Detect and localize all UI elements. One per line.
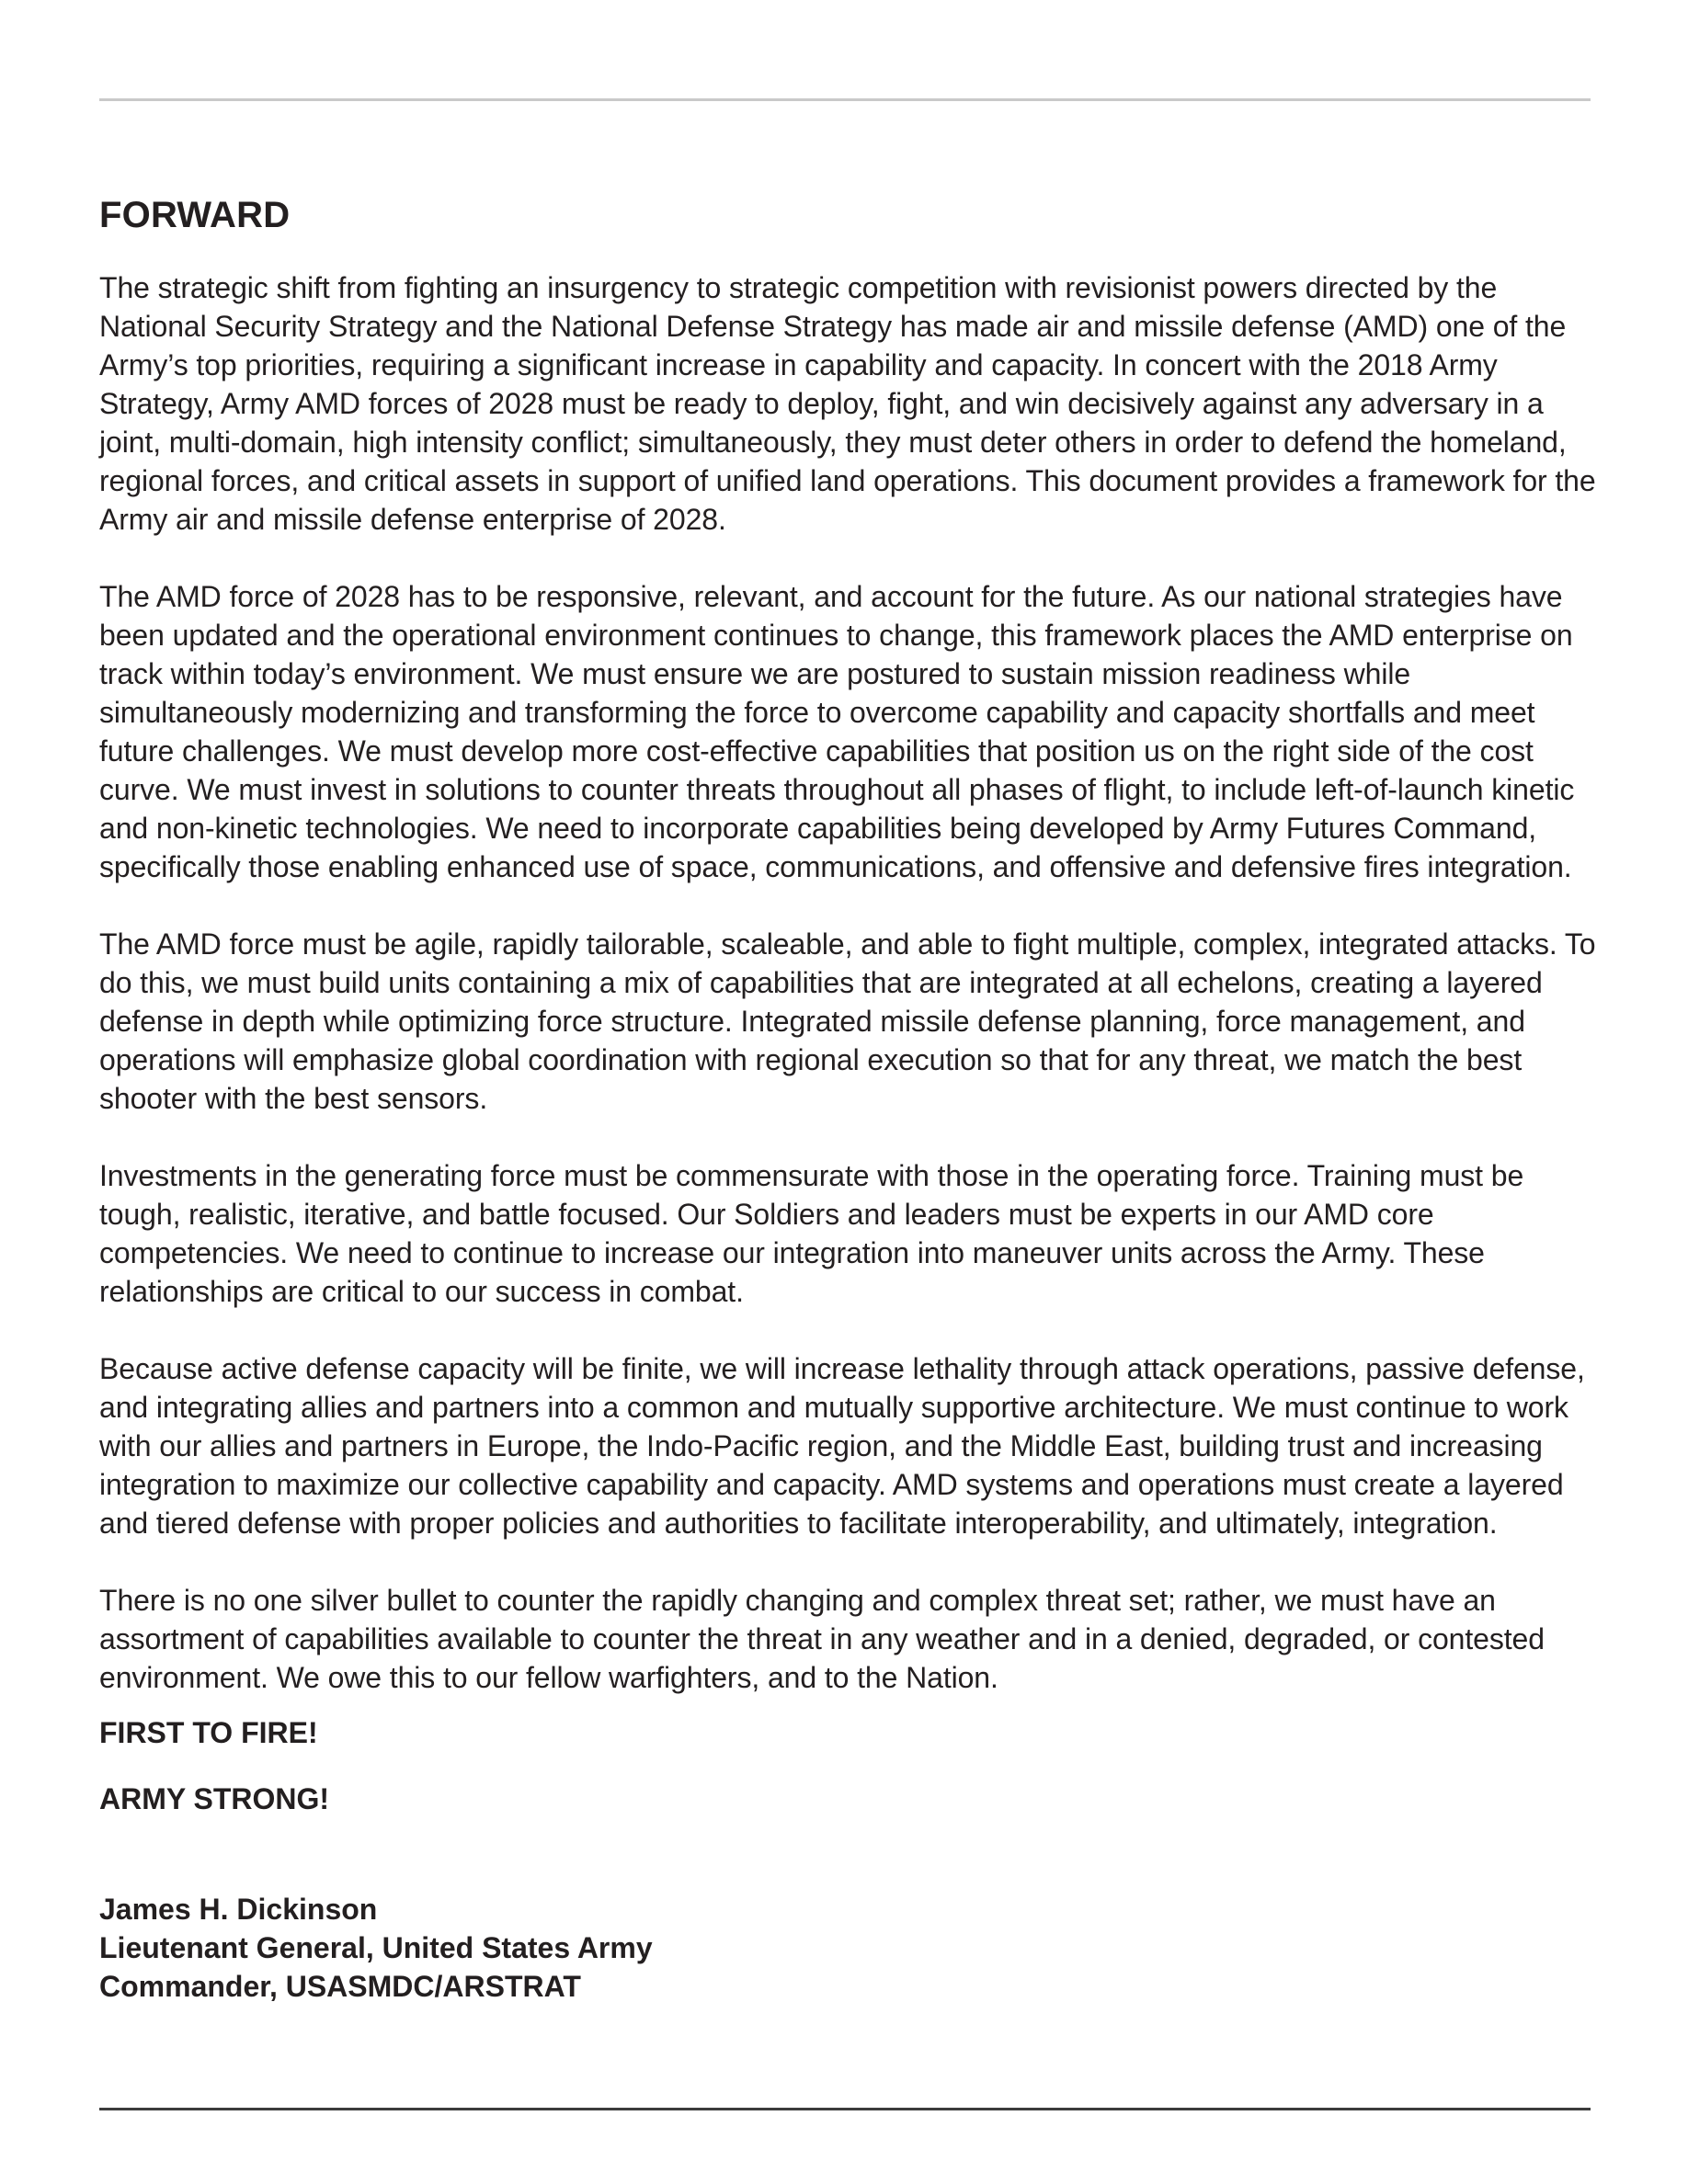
paragraph: Because active defense capacity will be finite, we will increase lethality through attack operations, passive defense, and integrating allies and partners into a common and mutually supportive architecture. We must continue to work with our allies and partners in Europe, the Indo-Pacific region, and the Middle East, building trust and increasing integration to maximize our collective capability and capacity. AMD systems and operations must create a layered and tiered defense with proper policies and authorities to facilitate interoperability, and ultimately, integration.: [99, 1352, 1585, 1540]
paragraph: There is no one silver bullet to counter the rapidly changing and complex threat set; rather, we must have an assortment of capabilities available to counter the threat in any weather and in a denied, degraded, or contested environment. We owe this to our fellow warfighters, and to the Nation.: [99, 1584, 1545, 1694]
paragraph: Investments in the generating force must be commensurate with those in the operating force. Training must be tough, realistic, iterative, and battle focused. Our Soldiers and leaders must be experts in our AMD core competencies. We need to continue to increase our integration into maneuver units across the Army. These relationships are critical to our success in combat.: [99, 1159, 1524, 1308]
signatory-position: Commander, USASMDC/ARSTRAT: [99, 1970, 581, 2003]
signatory-name: James H. Dickinson: [99, 1893, 378, 1926]
signature-block: [99, 1890, 1598, 2006]
bottom-divider: [99, 2108, 1591, 2110]
document-body: [99, 182, 1598, 2006]
slogan-first-to-fire: FIRST TO FIRE!: [99, 1716, 318, 1749]
paragraph: The strategic shift from fighting an insurgency to strategic competition with revisionist powers directed by the National Security Strategy and the National Defense Strategy has made air and missile defense (AMD) one of the Army’s top priorities, requiring a significant increase in capability and capacity. In concert with the 2018 Army Strategy, Army AMD forces of 2028 must be ready to deploy, fight, and win decisively against any adversary in a joint, multi-domain, high intensity conflict; simultaneously, they must deter others in order to defend the homeland, regional forces, and critical assets in support of unified land operations. This document provides a framework for the Army air and missile defense enterprise of 2028.: [99, 271, 1596, 536]
paragraph: The AMD force of 2028 has to be responsive, relevant, and account for the future. As our national strategies have been updated and the operational environment continues to change, this framework places the AMD enterprise on track within today’s environment. We must ensure we are postured to sustain mission readiness while simultaneously modernizing and transforming the force to overcome capability and capacity shortfalls and meet future challenges. We must develop more cost-effective capabilities that position us on the right side of the cost curve. We must invest in solutions to counter threats throughout all phases of flight, to include left-of-launch kinetic and non-kinetic technologies. We need to incorporate capabilities being developed by Army Futures Command, specifically those enabling enhanced use of space, communications, and offensive and defensive fires integration.: [99, 580, 1575, 883]
slogan-army-strong: ARMY STRONG!: [99, 1782, 330, 1815]
page-title: FORWARD: [99, 195, 291, 235]
signatory-rank: Lieutenant General, United States Army: [99, 1931, 653, 1964]
top-divider: [99, 98, 1591, 101]
paragraph: The AMD force must be agile, rapidly tailorable, scaleable, and able to fight multiple, complex, integrated attacks. To do this, we must build units containing a mix of capabilities that are integrated at all echelons, creating a layered defense in depth while optimizing force structure. Integrated missile defense planning, force management, and operations will emphasize global coordination with regional execution so that for any threat, we match the best shooter with the best sensors.: [99, 927, 1596, 1115]
